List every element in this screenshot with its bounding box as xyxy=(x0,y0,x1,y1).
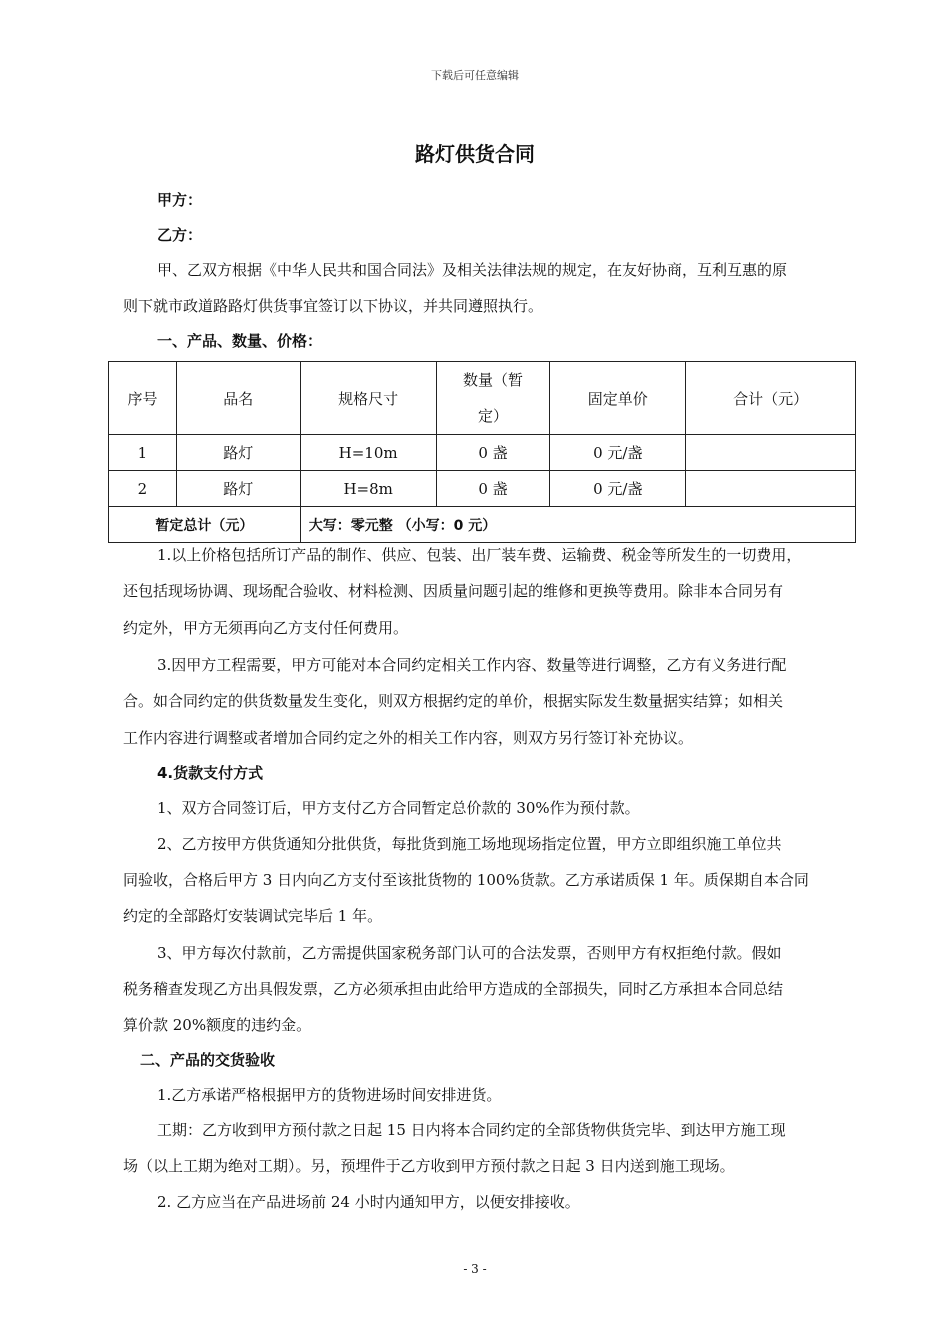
payment-2-line-1: 2、乙方按甲方供货通知分批供货，每批货到施工场地现场指定位置，甲方立即组织施工单位共 xyxy=(157,835,782,853)
party-a-label: 甲方： xyxy=(157,191,203,209)
table-cell: H=8m xyxy=(300,471,436,507)
delivery-2: 2. 乙方应当在产品进场前 24 小时内通知甲方，以便安排接收。 xyxy=(157,1193,580,1211)
clause-3-line-3: 工作内容进行调整或者增加合同约定之外的相关工作内容，则双方另行签订补充协议。 xyxy=(123,729,694,747)
table-row xyxy=(109,435,856,471)
payment-2-line-2: 同验收，合格后甲方 3 日内向乙方支付至该批货物的 100%货款。乙方承诺质保 1 年。质保期自本合同 xyxy=(123,871,809,889)
table-cell: 1 xyxy=(109,435,177,471)
table-cell: 0 元/盏 xyxy=(550,435,686,471)
header-cell: 序号 xyxy=(109,362,177,435)
clause-1-line-1: 1.以上价格包括所订产品的制作、供应、包装、出厂装车费、运输费、税金等所发生的一切费用， xyxy=(157,546,802,564)
payment-3-line-1: 3、甲方每次付款前，乙方需提供国家税务部门认可的合法发票，否则甲方有权拒绝付款。假如 xyxy=(157,944,782,962)
page-number: - 3 - xyxy=(463,1262,487,1276)
table-cell: 0 盏 xyxy=(436,435,550,471)
table-cell xyxy=(686,471,856,507)
clause-3-line-2: 合。如合同约定的供货数量发生变化，则双方根据约定的单价，根据实际发生数量据实结算；如相关 xyxy=(123,692,784,710)
header-note: 下载后可任意编辑 xyxy=(431,69,519,82)
section-2-heading: 二、产品的交货验收 xyxy=(140,1051,276,1069)
intro-line-1: 甲、乙双方根据《中华人民共和国合同法》及相关法律法规的规定，在友好协商，互利互惠的原 xyxy=(157,261,788,279)
payment-2-line-3: 约定的全部路灯安装调试完毕后 1 年。 xyxy=(123,907,383,925)
payment-3-line-2: 税务稽查发现乙方出具假发票，乙方必须承担由此给甲方造成的全部损失，同时乙方承担本合同总结 xyxy=(123,980,784,998)
table-header-row xyxy=(109,362,856,435)
header-cell: 规格尺寸 xyxy=(300,362,436,435)
table-cell: H=10m xyxy=(300,435,436,471)
goods-table xyxy=(108,361,856,543)
table-cell: 0 元/盏 xyxy=(550,471,686,507)
document-title: 路灯供货合同 xyxy=(415,142,535,166)
table-cell: 路灯 xyxy=(176,471,300,507)
table-cell: 0 盏 xyxy=(436,471,550,507)
header-cell: 合计（元） xyxy=(686,362,856,435)
table-cell xyxy=(686,435,856,471)
table-row xyxy=(109,471,856,507)
quantity-header-line-1: 数量（暂 xyxy=(462,371,523,389)
total-label: 暂定总计（元） xyxy=(109,507,301,543)
header-cell: 固定单价 xyxy=(550,362,686,435)
quantity-header-line-2: 定） xyxy=(477,407,508,425)
section-4-heading: 4.货款支付方式 xyxy=(157,764,264,782)
period-line-1: 工期：乙方收到甲方预付款之日起 15 日内将本合同约定的全部货物供货完毕、到达甲方施工现 xyxy=(157,1121,786,1139)
party-b-label: 乙方： xyxy=(157,226,203,244)
table-cell: 路灯 xyxy=(176,435,300,471)
clause-1-line-3: 约定外，甲方无须再向乙方支付任何费用。 xyxy=(123,619,409,637)
clause-1-line-2: 还包括现场协调、现场配合验收、材料检测、因质量问题引起的维修和更换等费用。除非本合同另有 xyxy=(123,582,784,600)
header-cell-quantity xyxy=(436,362,550,435)
payment-3-line-3: 算价款 20%额度的违约金。 xyxy=(123,1016,312,1034)
table-total-row xyxy=(109,507,856,543)
header-cell: 品名 xyxy=(176,362,300,435)
intro-line-2: 则下就市政道路路灯供货事宜签订以下协议，并共同遵照执行。 xyxy=(123,297,544,315)
section-1-heading: 一、产品、数量、价格： xyxy=(157,332,323,350)
delivery-1: 1.乙方承诺严格根据甲方的货物进场时间安排进货。 xyxy=(157,1086,502,1104)
clause-3-line-1: 3.因甲方工程需要，甲方可能对本合同约定相关工作内容、数量等进行调整，乙方有义务进行配 xyxy=(157,656,787,674)
period-line-2: 场（以上工期为绝对工期）。另，预埋件于乙方收到甲方预付款之日起 3 日内送到施工现场。 xyxy=(123,1157,735,1175)
total-value: 大写：零元整 （小写：0 元） xyxy=(300,507,855,543)
table-cell: 2 xyxy=(109,471,177,507)
payment-1: 1、双方合同签订后，甲方支付乙方合同暂定总价款的 30%作为预付款。 xyxy=(157,799,640,817)
